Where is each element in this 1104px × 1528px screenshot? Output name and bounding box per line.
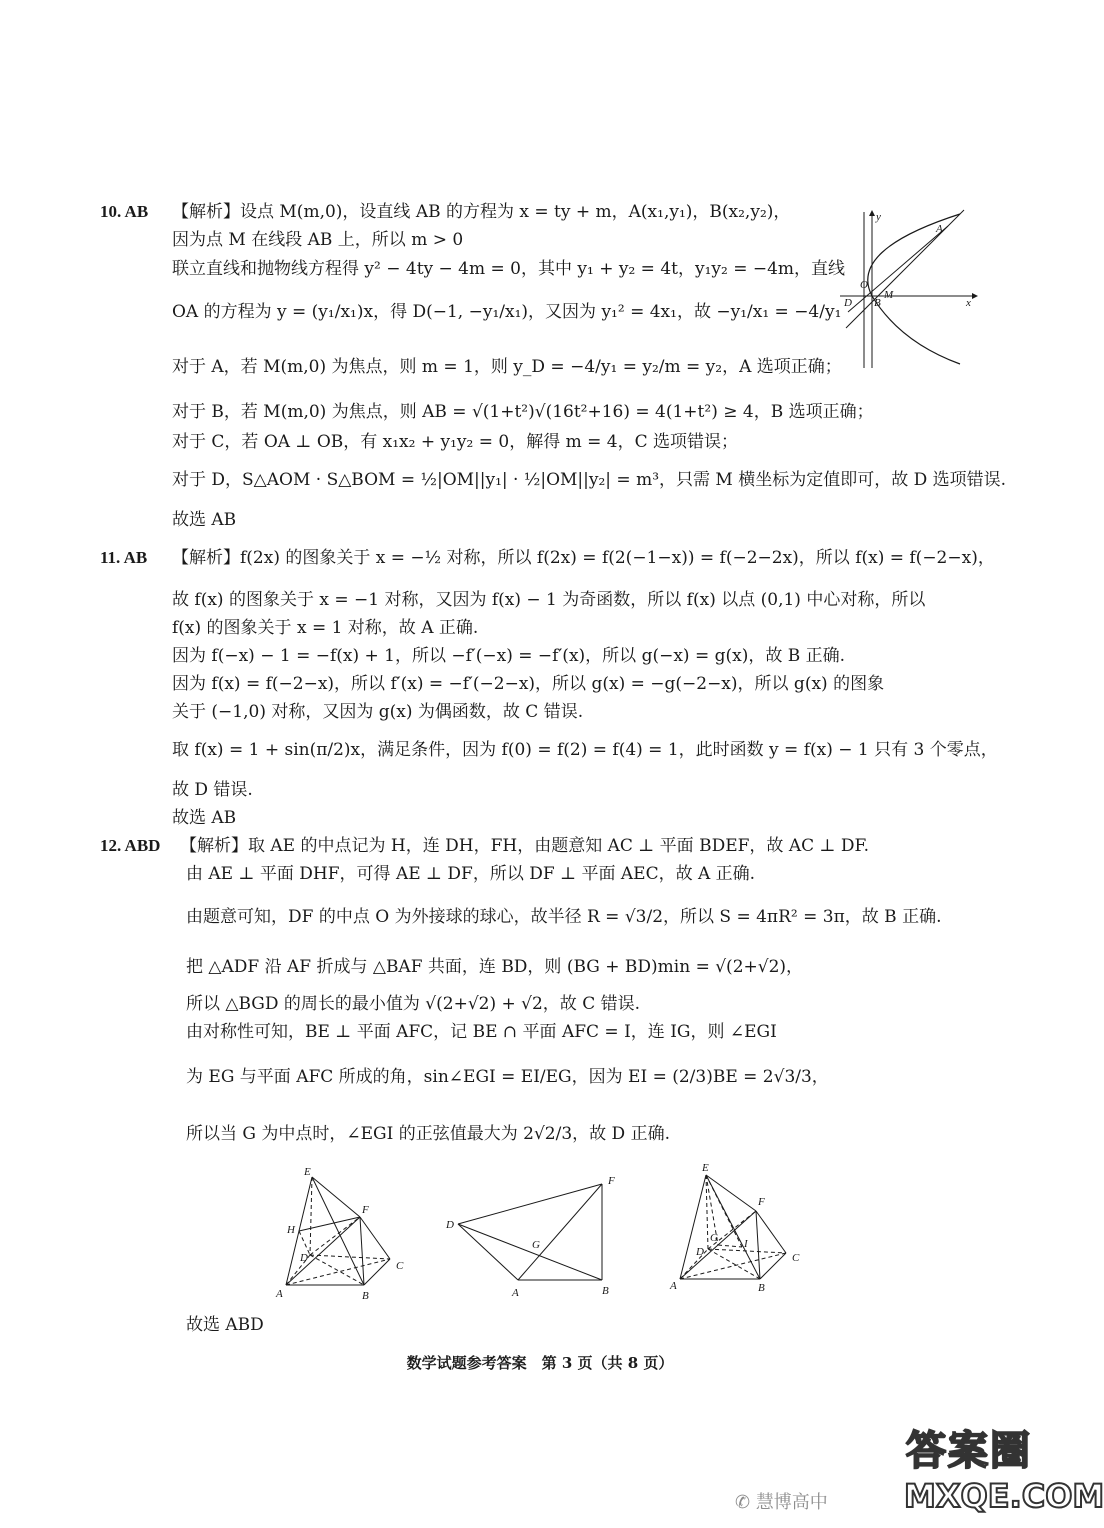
- fig1-label-a: A: [276, 1288, 283, 1300]
- line-oa: [848, 226, 948, 312]
- fig2-label-d: D: [446, 1219, 454, 1231]
- fig3-label-e: E: [702, 1162, 709, 1174]
- q12-line-4: 把 △ADF 沿 AF 折成与 △BAF 共面，连 BD，则 (BG + BD)min = √(2+√2)，: [186, 957, 804, 977]
- fig1-label-c: C: [396, 1260, 404, 1272]
- q10-line-3: 联立直线和抛物线方程得 y² − 4ty − 4m = 0，其中 y₁ + y₂ = 4t，y₁y₂ = −4m，直线: [172, 259, 846, 279]
- fig3-label-d: D: [696, 1246, 704, 1258]
- fig2-label-f: F: [608, 1175, 615, 1187]
- fig2-label-b: B: [602, 1285, 609, 1297]
- q11-number: 11. AB: [100, 548, 148, 567]
- q10-line-9: 故选 AB: [172, 510, 237, 530]
- fig10-label-m: M: [884, 289, 894, 301]
- q10-line-4: OA 的方程为 y = (y₁/x₁)x，得 D(−1, −y₁/x₁)，又因为 y₁² = 4x₁，故 −y₁/x₁ = −4/y₁: [172, 302, 842, 322]
- fig2-label-a: A: [512, 1287, 519, 1299]
- fig10-label-b: B: [874, 297, 881, 309]
- q11-line-3: f(x) 的图象关于 x = 1 对称，故 A 正确.: [172, 618, 479, 638]
- page-footer: 数学试题参考答案 第 3 页（共 8 页）: [406, 1354, 674, 1372]
- q12-figure-1: [272, 1163, 412, 1303]
- mxqe-logo: [898, 1415, 1104, 1525]
- fig1-label-d: D: [300, 1252, 308, 1264]
- fig3-label-c: C: [792, 1252, 800, 1264]
- q11-line-1: 【解析】f(2x) 的图象关于 x = −½ 对称，所以 f(2x) = f(2(−1−x)) = f(−2−2x)，所以 f(x) = f(−2−x)，: [172, 548, 995, 568]
- q10-line-6: 对于 B，若 M(m,0) 为焦点，则 AB = √(1+t²)√(16t²+16) = 4(1+t²) ≥ 4，B 选项正确；: [172, 402, 874, 422]
- q10-parabola-figure: [838, 208, 978, 370]
- fig10-label-o: O: [860, 279, 868, 291]
- fig3-label-a: A: [670, 1280, 677, 1292]
- q11-line-7: 取 f(x) = 1 + sin(π/2)x，满足条件，因为 f(0) = f(2) = f(4) = 1，此时函数 y = f(x) − 1 只有 3 个零点，: [172, 740, 998, 760]
- parabola-curve: [868, 214, 960, 364]
- wechat-watermark: [735, 1488, 828, 1514]
- fig3-label-g: G: [710, 1232, 718, 1244]
- q11-line-9: 故选 AB: [172, 808, 237, 828]
- fig1-label-e: E: [304, 1166, 311, 1178]
- q12-figure-3: [668, 1155, 808, 1295]
- q11-line-4: 因为 f(−x) − 1 = −f(x) + 1，所以 −f′(−x) = −f′(x)，所以 g(−x) = g(x)，故 B 正确.: [172, 646, 846, 666]
- watermark-text: 慧博高中: [755, 1492, 828, 1513]
- fig10-label-y: y: [876, 211, 881, 223]
- x-axis-arrow: [972, 293, 978, 299]
- q12-number: 12. ABD: [100, 836, 161, 855]
- q10-line-7: 对于 C，若 OA ⊥ OB，有 x₁x₂ + y₁y₂ = 0，解得 m = 4，C 选项错误；: [172, 432, 739, 452]
- q10-line-1: 【解析】设点 M(m,0)，设直线 AB 的方程为 x = ty + m，A(x₁,y₁)，B(x₂,y₂)，: [172, 202, 791, 222]
- fig3-label-i: I: [744, 1238, 748, 1250]
- q12-line-3: 由题意可知，DF 的中点 O 为外接球的球心，故半径 R = √3/2，所以 S = 4πR² = 3π，故 B 正确.: [186, 907, 942, 927]
- wechat-icon: ✆: [735, 1492, 756, 1513]
- q10-line-2: 因为点 M 在线段 AB 上，所以 m > 0: [172, 230, 464, 250]
- fig3-label-b: B: [758, 1282, 765, 1294]
- fig3-label-f: F: [758, 1196, 765, 1208]
- logo-bottom-text: MXQE.COM: [904, 1477, 1104, 1515]
- fig1-label-h: H: [287, 1224, 295, 1236]
- q12-line-1: 【解析】取 AE 的中点记为 H，连 DH，FH，由题意知 AC ⊥ 平面 BDEF，故 AC ⊥ DF.: [180, 836, 870, 856]
- fig1-label-b: B: [362, 1290, 369, 1302]
- fig10-label-x: x: [966, 297, 971, 309]
- fig10-label-d: D: [844, 297, 852, 309]
- q10-line-5: 对于 A，若 M(m,0) 为焦点，则 m = 1，则 y_D = −4/y₁ = y₂/m = y₂，A 选项正确；: [172, 357, 842, 377]
- q12-line-7: 为 EG 与平面 AFC 所成的角，sin∠EGI = EI/EG，因为 EI = (2/3)BE = 2√3/3，: [186, 1067, 829, 1087]
- q12-line-2: 由 AE ⊥ 平面 DHF，可得 AE ⊥ DF，所以 DF ⊥ 平面 AEC，故 A 正确.: [186, 864, 756, 884]
- q10-number: 10. AB: [100, 202, 149, 221]
- q12-line-9: 故选 ABD: [186, 1315, 264, 1335]
- q11-line-6: 关于 (−1,0) 对称，又因为 g(x) 为偶函数，故 C 错误.: [172, 702, 584, 722]
- y-axis-arrow: [869, 210, 875, 216]
- fig2-label-g: G: [532, 1239, 540, 1251]
- fig10-label-a: A: [936, 223, 943, 235]
- logo-top-text: 答案圈: [906, 1428, 1032, 1474]
- q12-line-5: 所以 △BGD 的周长的最小值为 √(2+√2) + √2，故 C 错误.: [186, 994, 641, 1014]
- q12-line-8: 所以当 G 为中点时，∠EGI 的正弦值最大为 2√2/3，故 D 正确.: [186, 1124, 670, 1144]
- q10-line-8: 对于 D，S△AOM · S△BOM = ½|OM||y₁| · ½|OM||y₂| = m³，只需 M 横坐标为定值即可，故 D 选项错误.: [172, 470, 1007, 490]
- q12-line-6: 由对称性可知，BE ⊥ 平面 AFC，记 BE ∩ 平面 AFC = I，连 IG，则 ∠EGI: [186, 1022, 777, 1042]
- q11-line-2: 故 f(x) 的图象关于 x = −1 对称，又因为 f(x) − 1 为奇函数，所以 f(x) 以点 (0,1) 中心对称，所以: [172, 590, 926, 610]
- q11-line-8: 故 D 错误.: [172, 780, 253, 800]
- q12-figure-2: [442, 1170, 622, 1300]
- fig1-label-f: F: [362, 1204, 369, 1216]
- q11-line-5: 因为 f(x) = f(−2−x)，所以 f′(x) = −f′(−2−x)，所以 g(x) = −g(−2−x)，所以 g(x) 的图象: [172, 674, 885, 694]
